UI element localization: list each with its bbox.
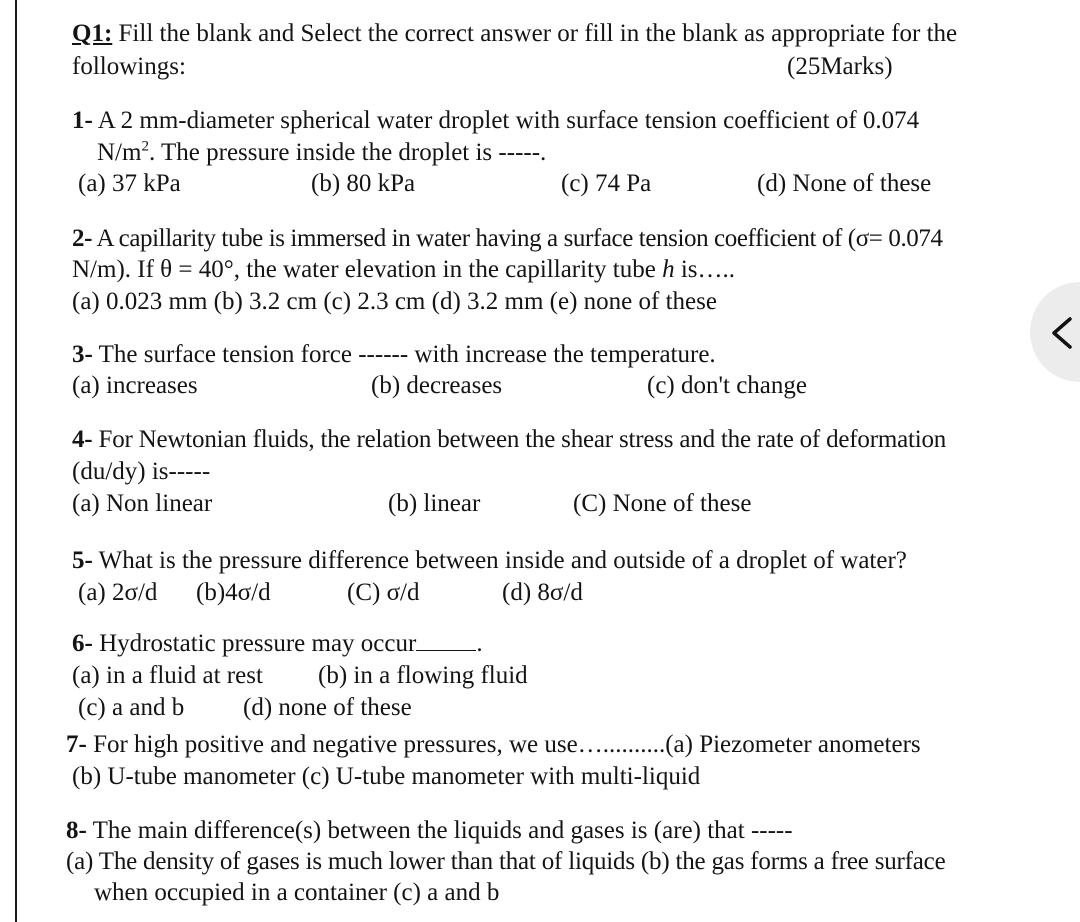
chevron-left-icon	[1050, 317, 1074, 349]
question-6	[72, 628, 483, 659]
question-3	[72, 339, 716, 370]
header-instruction: Fill the blank and Select the correct answer or fill in the blank as appropriate for the	[112, 20, 958, 47]
question-text: For high positive and negative pressures, we use…..........(a) Piezometer anometers	[86, 731, 921, 758]
question-text: A capillarity tube is immersed in water having a surface tension coefficient of (σ= 0.074	[92, 225, 943, 252]
question-text: The main difference(s) between the liquids and gases is (are) that -----	[86, 817, 793, 844]
question-header	[72, 18, 957, 49]
option-d: (d) none of these	[243, 694, 412, 721]
option-b: (b)4σ/d	[196, 579, 271, 606]
option-c: (c) a and b	[78, 694, 185, 721]
option-b: (b) 80 kPa	[311, 170, 416, 197]
question-text: The surface tension force ------ with increase the temperature.	[92, 341, 716, 368]
question-2	[72, 223, 943, 254]
question-7	[66, 729, 921, 760]
question-4	[72, 424, 946, 455]
question-4-cont: (du/dy) is-----	[72, 458, 211, 485]
superscript: 2	[141, 138, 149, 155]
question-text: . The pressure inside the droplet is -----.	[148, 139, 547, 166]
option-b: (b) linear	[388, 490, 481, 517]
question-text: Hydrostatic pressure may occur	[92, 630, 417, 657]
question-8-cont: (a) The density of gases is much lower than that of liquids (b) the gas forms a free surface	[66, 848, 946, 875]
question-1-cont	[97, 137, 546, 168]
header-instruction-cont: followings:	[72, 53, 186, 80]
question-text: .	[476, 630, 483, 657]
page-border	[15, 0, 17, 922]
option-a: (a) in a fluid at rest	[72, 662, 263, 689]
question-number: 2-	[72, 225, 93, 252]
question-8	[66, 815, 793, 846]
option-d: (d) 8σ/d	[502, 579, 583, 606]
option-b: (b) decreases	[371, 372, 503, 399]
question-text: What is the pressure difference between inside and outside of a droplet of water?	[92, 547, 907, 574]
option-c: (c) don't change	[647, 372, 807, 399]
question-number: 7-	[66, 731, 87, 758]
question-text: N/m). If θ = 40°, the water elevation in the capillarity tube	[72, 256, 663, 283]
question-7-cont: (b) U-tube manometer (c) U-tube manometer with multi-liquid	[72, 763, 701, 790]
option-a: (a) increases	[72, 372, 198, 399]
question-text: is…..	[674, 256, 735, 283]
option-a: (a) Non linear	[72, 490, 213, 517]
question-2-options: (a) 0.023 mm (b) 3.2 cm (c) 2.3 cm (d) 3.2 mm (e) none of these	[72, 288, 717, 315]
option-c: (C) σ/d	[347, 579, 420, 606]
question-number: 8-	[66, 817, 87, 844]
back-button[interactable]	[1030, 282, 1080, 382]
option-d: (d) None of these	[757, 170, 932, 197]
option-c: (c) 74 Pa	[561, 170, 652, 197]
question-number: 1-	[72, 107, 93, 134]
question-text: N/m	[97, 139, 142, 166]
answer-blank	[416, 628, 476, 651]
question-number: 4-	[72, 426, 93, 453]
option-a: (a) 37 kPa	[78, 170, 181, 197]
option-a: (a) 2σ/d	[78, 579, 158, 606]
option-c: (C) None of these	[573, 490, 752, 517]
question-text: A 2 mm-diameter spherical water droplet with surface tension coefficient of 0.074	[92, 107, 920, 134]
question-number: 3-	[72, 341, 93, 368]
question-label: Q1:	[72, 20, 113, 47]
question-2-cont	[72, 254, 735, 285]
question-number: 5-	[72, 547, 93, 574]
option-b: (b) in a flowing fluid	[318, 662, 528, 689]
question-1	[72, 105, 919, 136]
marks-label: (25Marks)	[787, 53, 893, 80]
question-number: 6-	[72, 630, 93, 657]
question-8-cont2: when occupied in a container (c) a and b	[94, 879, 500, 906]
question-5	[72, 545, 907, 576]
question-text: For Newtonian fluids, the relation between the shear stress and the rate of deformation	[92, 426, 947, 453]
variable-h: h	[662, 256, 675, 283]
